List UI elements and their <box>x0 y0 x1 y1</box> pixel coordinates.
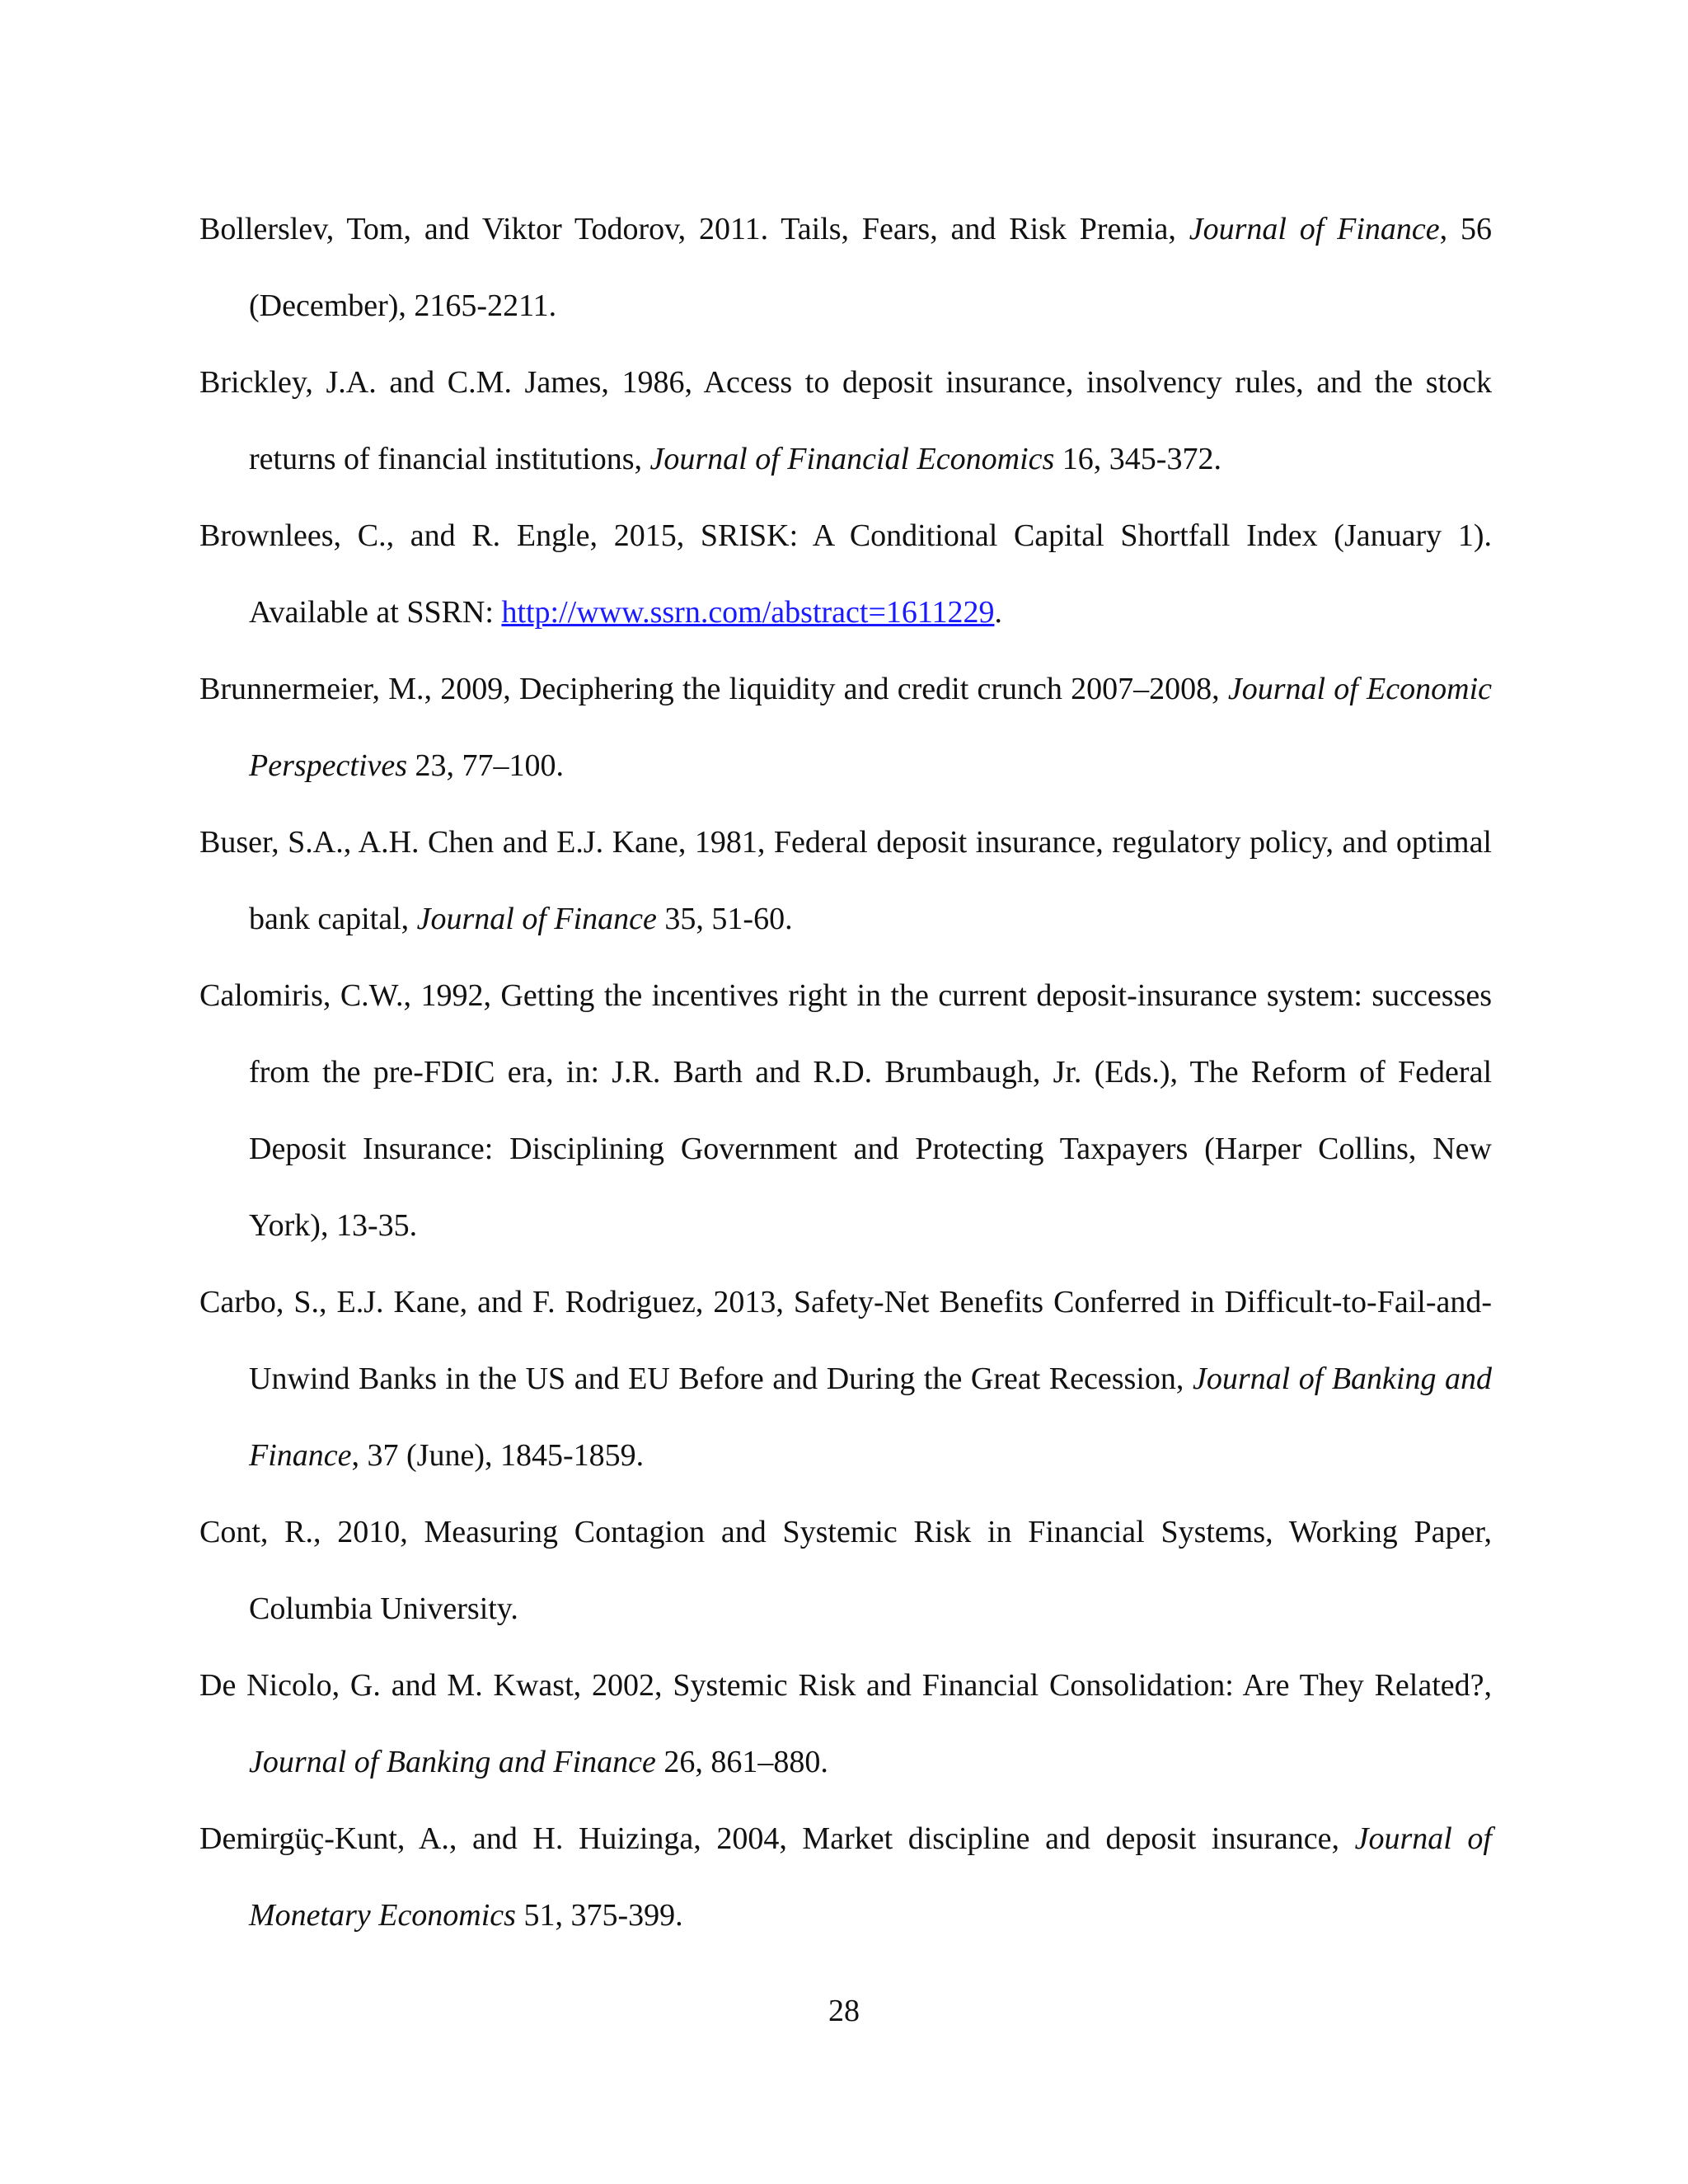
journal-title: Journal of Monetary Economics <box>249 1821 1492 1933</box>
reference-details: 23, 77–100. <box>407 748 565 783</box>
journal-title: Journal of Finance <box>1189 212 1440 246</box>
journal-title: Journal of Economic Perspectives <box>249 672 1492 783</box>
page-number: 28 <box>828 1994 860 2028</box>
reference-details: 35, 51-60. <box>656 902 793 936</box>
reference-entry-buser <box>199 804 1492 958</box>
reference-entry-brickley <box>199 344 1492 498</box>
reference-entry-carbo <box>199 1264 1492 1494</box>
reference-text: Calomiris, C.W., 1992, Getting the incentives right in the current deposit-insurance system: successes from the pre-FDIC era, in: J.R. Barth and R.D. Brumbaugh, Jr. (Eds.), The Reform of Federal Deposit Insurance: Disciplining Government and Protecting Taxpayers (Harper Collins, New York), 13-35. <box>199 978 1492 1243</box>
reference-text: Buser, S.A., A.H. Chen and E.J. Kane, 1981, Federal deposit insurance, regulatory policy, and optimal bank capital, <box>199 825 1492 936</box>
reference-text: Bollerslev, Tom, and Viktor Todorov, 2011. Tails, Fears, and Risk Premia, <box>199 212 1189 246</box>
reference-entry-cont <box>199 1494 1492 1647</box>
reference-details: . <box>994 595 1002 630</box>
reference-entry-brunnermeier <box>199 651 1492 804</box>
reference-details: 26, 861–880. <box>655 1745 828 1779</box>
reference-text: Cont, R., 2010, Measuring Contagion and Systemic Risk in Financial Systems, Working Paper, Columbia University. <box>199 1515 1492 1626</box>
reference-details: , 37 (June), 1845-1859. <box>351 1438 645 1473</box>
reference-text: Brunnermeier, M., 2009, Deciphering the liquidity and credit crunch 2007–2008, <box>199 672 1228 706</box>
reference-entry-demirguc-kunt <box>199 1801 1492 1954</box>
reference-details: , 56 (December), 2165-2211. <box>249 212 1492 323</box>
journal-title: Journal of Banking and Finance <box>249 1745 656 1779</box>
reference-entry-calomiris <box>199 958 1492 1264</box>
reference-text: Carbo, S., E.J. Kane, and F. Rodriguez, 2013, Safety-Net Benefits Conferred in Difficult-to-Fail-and-Unwind Banks in the US and EU Before and During the Great Recession, <box>199 1285 1492 1396</box>
reference-details: 51, 375-399. <box>515 1898 683 1933</box>
reference-entry-bollerslev <box>199 191 1492 344</box>
journal-title: Journal of Finance <box>416 902 657 936</box>
journal-title: Journal of Financial Economics <box>649 442 1055 476</box>
ssrn-link[interactable]: http://www.ssrn.com/abstract=1611229 <box>501 595 995 630</box>
reference-text: De Nicolo, G. and M. Kwast, 2002, Systemic Risk and Financial Consolidation: Are They Related?, <box>199 1668 1492 1703</box>
reference-list <box>199 191 1492 1954</box>
reference-text: Brownlees, C., and R. Engle, 2015, SRISK: A Conditional Capital Shortfall Index (January 1). Available at SSRN: <box>199 518 1492 630</box>
reference-entry-de-nicolo <box>199 1647 1492 1801</box>
reference-entry-brownlees <box>199 498 1492 651</box>
reference-details: 16, 345-372. <box>1054 442 1221 476</box>
journal-title: Journal of Banking and Finance <box>249 1361 1493 1473</box>
reference-text: Demirgüç-Kunt, A., and H. Huizinga, 2004, Market discipline and deposit insurance, <box>199 1821 1355 1856</box>
reference-text: Brickley, J.A. and C.M. James, 1986, Access to deposit insurance, insolvency rules, and the stock returns of financial institutions, <box>199 365 1492 476</box>
